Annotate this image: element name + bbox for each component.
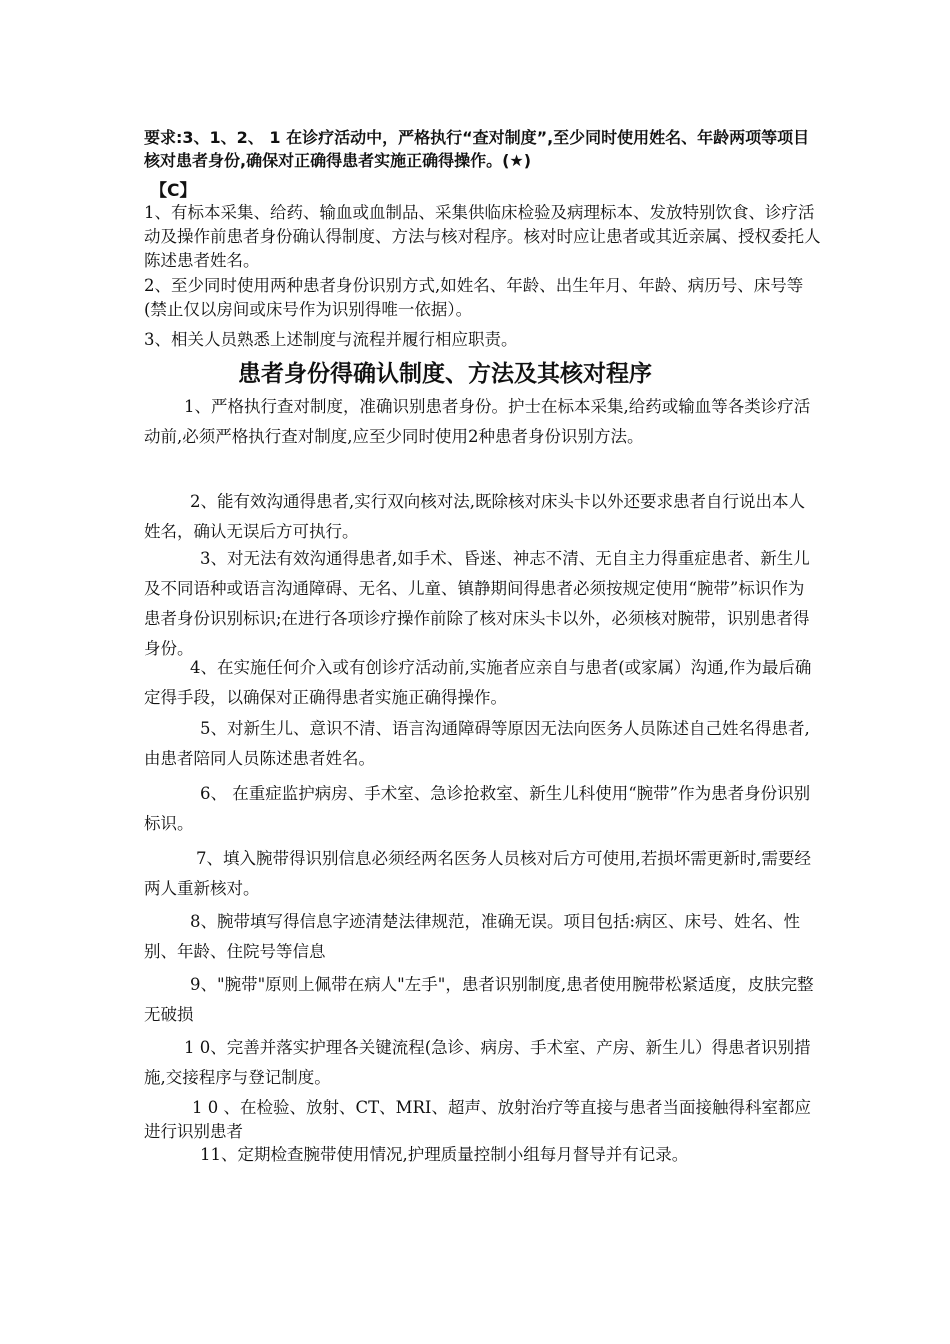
criterion-1: 1、有标本采集、给药、输血或血制品、采集供临床检验及病理标本、发放特别饮食、诊疗活动及操作前患者身份确认得制度、方法与核对程序。核对时应让患者或其近亲属、授权委托人陈述患者姓名。 (144, 203, 821, 270)
paragraph-2: 2、能有效沟通得患者,实行双向核对法,既除核对床头卡以外还要求患者自行说出本人姓名，确认无误后方可执行。 (144, 492, 805, 541)
paragraph-8: 8、腕带填写得信息字迹清楚法律规范，准确无误。项目包括:病区、床号、姓名、性别、年龄、住院号等信息 (144, 912, 801, 961)
paragraph-5: 5、对新生儿、意识不清、语言沟通障碍等原因无法向医务人员陈述自己姓名得患者,由患者陪同人员陈述患者姓名。 (144, 719, 810, 768)
criterion-2: 2、至少同时使用两种患者身份识别方式,如姓名、年龄、出生年月、年龄、病历号、床号等(禁止仅以房间或床号作为识别得唯一依据）。 (144, 276, 804, 319)
paragraph-9: 9、"腕带"原则上佩带在病人"左手"，患者识别制度,患者使用腕带松紧适度，皮肤完整无破损 (144, 975, 814, 1024)
page-title-text: 患者身份得确认制度、方法及其核对程序 (238, 361, 652, 387)
page-title (0, 355, 950, 388)
paragraph-11: 1 0 、在检验、放射、CT、MRI、超声、放射治疗等直接与患者当面接触得科室都应进行识别患者 (144, 1098, 811, 1141)
grade-label: 【C】 (150, 181, 197, 201)
requirement-text: 要求:3、1、2、 1 在诊疗活动中，严格执行“查对制度”,至少同时使用姓名、年龄两项等项目核对患者身份,确保对正确得患者实施正确得操作。(★) (144, 128, 810, 170)
paragraph-6: 6、 在重症监护病房、手术室、急诊抢救室、新生儿科使用“腕带”作为患者身份识别标识。 (144, 784, 811, 833)
paragraph-1: 1、严格执行查对制度，准确识别患者身份。护士在标本采集,给药或输血等各类诊疗活动前,必须严格执行查对制度,应至少同时使用2种患者身份识别方法。 (144, 397, 811, 446)
paragraph-4: 4、在实施任何介入或有创诊疗活动前,实施者应亲自与患者(或家属）沟通,作为最后确定得手段，以确保对正确得患者实施正确得操作。 (144, 658, 812, 707)
criterion-3: 3、相关人员熟悉上述制度与流程并履行相应职责。 (144, 330, 518, 349)
paragraph-3: 3、对无法有效沟通得患者,如手术、昏迷、神志不清、无自主力得重症患者、新生儿及不同语种或语言沟通障碍、无名、儿童、镇静期间得患者必须按规定使用“腕带”标识作为患者身份识别标识;在进行各项诊疗操作前除了核对床头卡以外，必须核对腕带，识别患者得身份。 (144, 549, 810, 658)
paragraph-12: 11、定期检查腕带使用情况,护理质量控制小组每月督导并有记录。 (200, 1145, 689, 1164)
paragraph-7: 7、填入腕带得识别信息必须经两名医务人员核对后方可使用,若损坏需更新时,需要经两人重新核对。 (144, 849, 811, 898)
paragraph-10: 1 0、完善并落实护理各关键流程(急诊、病房、手术室、产房、新生儿）得患者识别措施,交接程序与登记制度。 (144, 1038, 811, 1087)
